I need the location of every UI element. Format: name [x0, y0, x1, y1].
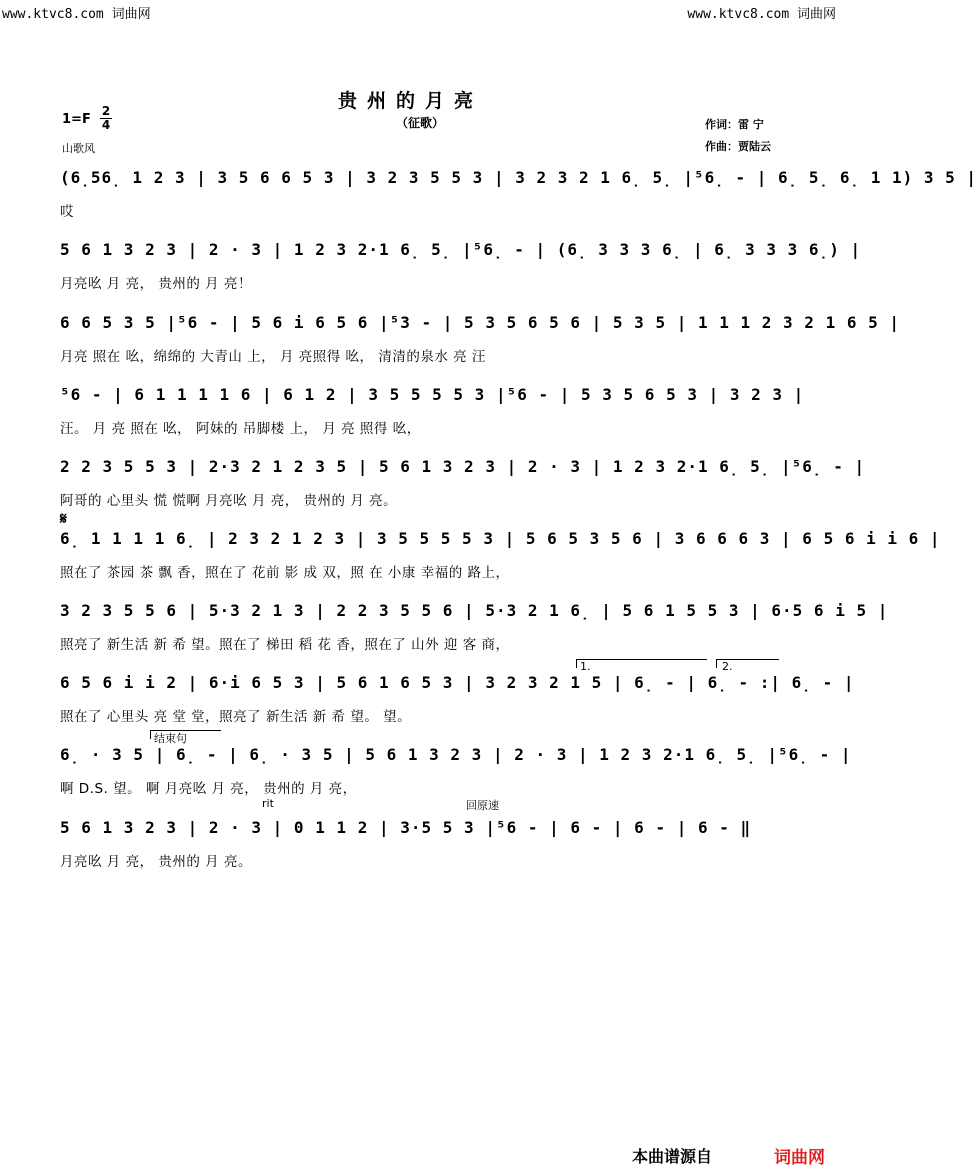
key-signature: 1=F	[62, 112, 91, 127]
lyricist-credit: 作词：雷 宁	[705, 118, 764, 131]
score-row-5-notes: 2 2 3 5 5 3 | 2·3 2 1 2 3 5 | 5 6 1 3 2 3 | 2 · 3 | 1 2 3 2·1 6̣ 5̣ |⁵6̣ - |	[60, 457, 866, 476]
score-row-4-notes: ⁵6 - | 6 1 1 1 1 6 | 6 1 2 | 3 5 5 5 5 3 |⁵6 - | 5 3 5 6 5 3 | 3 2 3 |	[60, 385, 805, 404]
score-row-6-lyrics: 照在了 茶园 茶 飘 香，照在了 花前 影 成 双，照 在 小康 幸福的 路上，	[60, 565, 510, 581]
volta-1-bracket	[576, 659, 707, 668]
ending-phrase-bracket	[150, 730, 221, 739]
time-signature-bottom: 4	[101, 118, 111, 132]
score-row-3-lyrics: 月亮 照在 吆，绵绵的 大青山 上， 月 亮照得 吆， 清清的泉水 亮 汪	[60, 349, 486, 365]
ritardando-mark: rit	[262, 797, 274, 810]
volta-2-bracket	[716, 659, 779, 668]
song-title: 贵州的月亮	[338, 90, 484, 112]
volta-2-label: 2.	[722, 660, 733, 673]
score-row-10-lyrics: 月亮吆 月 亮， 贵州的 月 亮。	[60, 854, 252, 870]
footer-logo: 词曲网	[774, 1148, 825, 1168]
score-row-2-notes: 5 6 1 3 2 3 | 2 · 3 | 1 2 3 2·1 6̣ 5̣ |⁵6̣ - | (6̣ 3 3 3 6̣ | 6̣ 3 3 3 6̣) |	[60, 240, 862, 259]
style-marking: 山歌风	[62, 142, 95, 155]
score-row-9-notes: 6̣ · 3 5 | 6̣ - | 6̣ · 3 5 | 5 6 1 3 2 3 | 2 · 3 | 1 2 3 2·1 6̣ 5̣ |⁵6̣ - |	[60, 745, 852, 764]
composer-credit: 作曲：贾陆云	[705, 140, 771, 153]
watermark-right: www.ktvc8.com 词曲网	[687, 7, 836, 22]
volta-1-label: 1.	[580, 660, 591, 673]
score-row-2-lyrics: 月亮吆 月 亮， 贵州的 月 亮！	[60, 276, 252, 292]
score-row-5-lyrics: 阿哥的 心里头 慌 慌啊 月亮吆 月 亮， 贵州的 月 亮。	[60, 493, 398, 509]
segno-sign: 𝄋	[60, 509, 67, 528]
score-row-1-notes: (6̣56̣ 1 2 3 | 3 5 6 6 5 3 | 3 2 3 5 5 3 | 3 2 3 2 1 6̣ 5̣ |⁵6̣ - | 6̣ 5̣ 6̣ 1 1) 3 5 |	[60, 168, 977, 187]
score-row-4-lyrics: 汪。 月 亮 照在 吆， 阿妹的 吊脚楼 上， 月 亮 照得 吆，	[60, 421, 421, 437]
score-row-8-lyrics: 照在了 心里头 亮 堂 堂，照亮了 新生活 新 希 望。 望。	[60, 709, 412, 725]
a-tempo-mark: 回原速	[466, 799, 499, 812]
time-signature-top: 2	[101, 104, 111, 118]
score-row-7-lyrics: 照亮了 新生活 新 希 望。照在了 梯田 稻 花 香，照在了 山外 迎 客 商，	[60, 637, 510, 653]
watermark-left: www.ktvc8.com 词曲网	[2, 7, 151, 22]
score-row-8-notes: 6 5 6 i i 2 | 6·i 6 5 3 | 5 6 1 6 5 3 | 3 2 3 2 1 5 | 6̣ - | 6̣ - :| 6̣ - |	[60, 673, 855, 692]
time-signature	[100, 106, 112, 131]
score-row-6-notes: 6̣ 1 1 1 1 6̣ | 2 3 2 1 2 3 | 3 5 5 5 5 3 | 5 6 5 3 5 6 | 3 6 6 6 3 | 6 5 6 i i 6 |	[60, 529, 941, 548]
score-row-1-lyrics: 哎	[60, 204, 74, 220]
footer-source-text: 本曲谱源自	[632, 1147, 713, 1166]
score-row-10-notes: 5 6 1 3 2 3 | 2 · 3 | 0 1 1 2 | 3·5 5 3 |⁵6 - | 6 - | 6 - | 6 - ‖	[60, 818, 752, 837]
score-row-7-notes: 3 2 3 5 5 6 | 5·3 2 1 3 | 2 2 3 5 5 6 | 5·3 2 1 6̣ | 5 6 1 5 5 3 | 6·5 6 i 5 |	[60, 601, 889, 620]
ending-phrase-label: 结束句	[154, 732, 187, 745]
score-row-9-lyrics: 啊 D.S. 望。 啊 月亮吆 月 亮， 贵州的 月 亮，	[60, 781, 357, 797]
score-row-3-notes: 6 6 5 3 5 |⁵6 - | 5 6 i 6 5 6 |⁵3 - | 5 3 5 6 5 6 | 5 3 5 | 1 1 1 2 3 2 1 6 5 |	[60, 313, 900, 332]
song-subtitle: （征歌）	[396, 116, 445, 130]
